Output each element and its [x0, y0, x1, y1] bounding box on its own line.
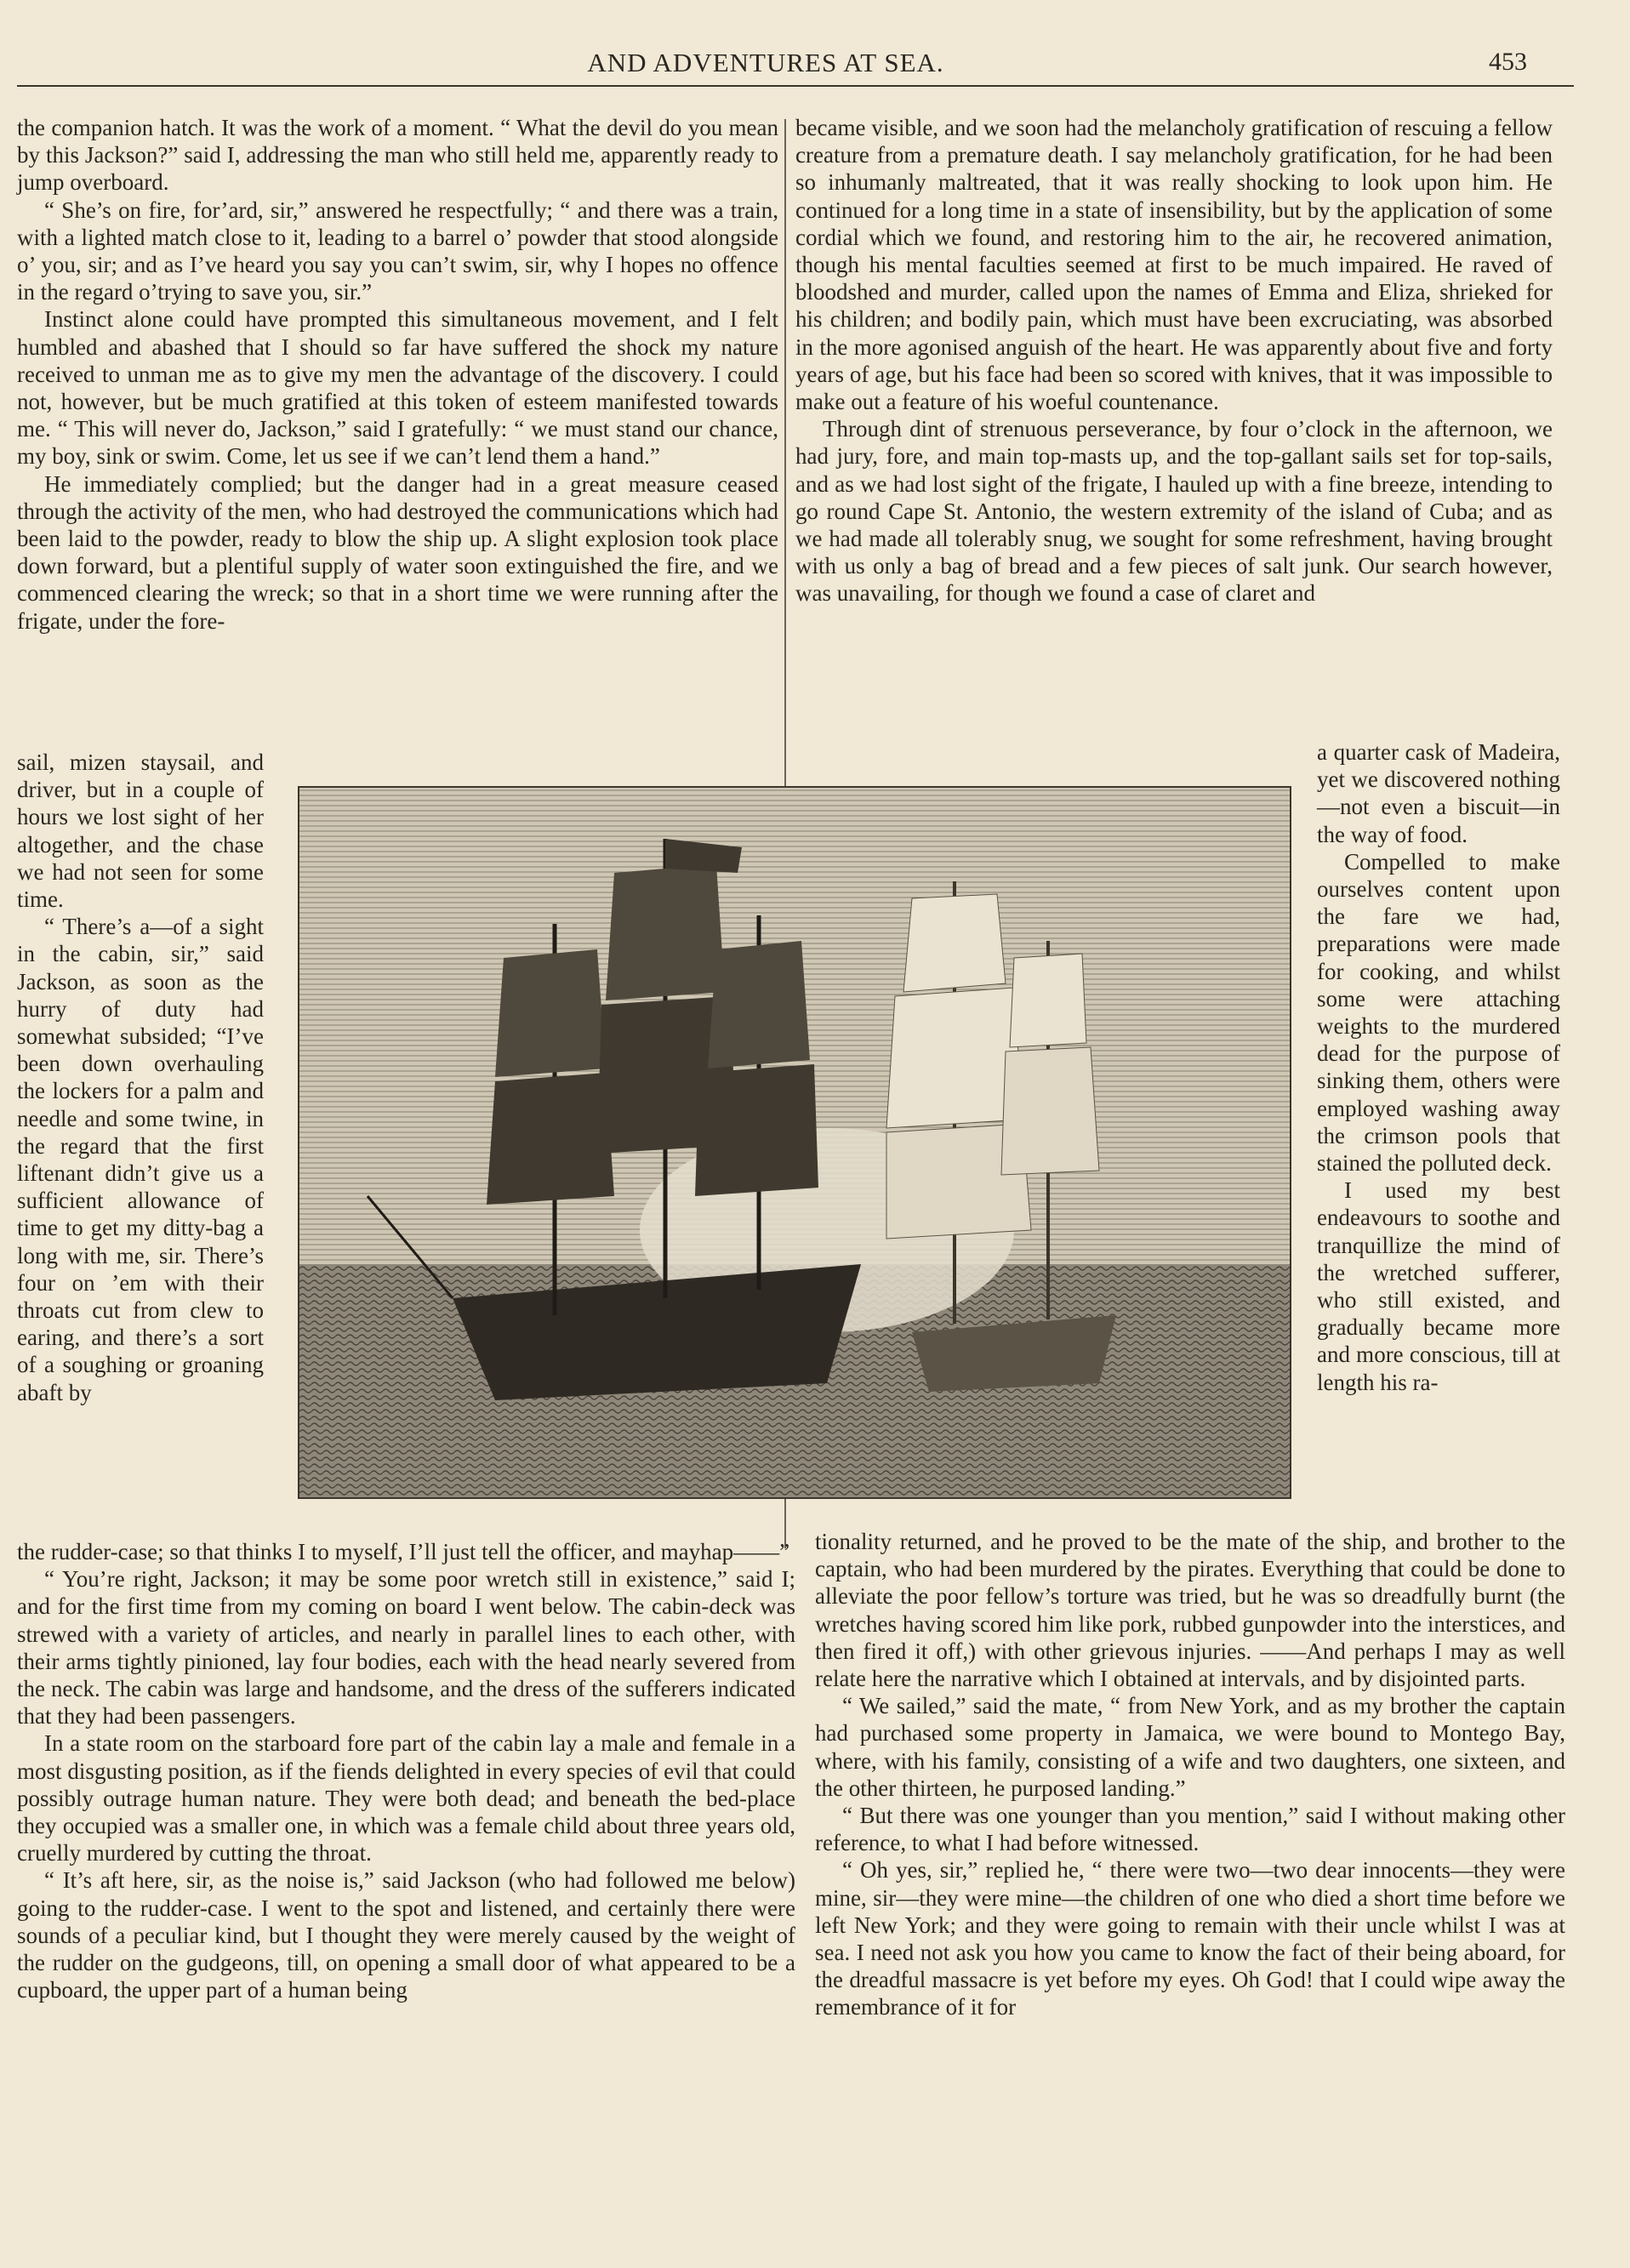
- ships-engraving: [298, 786, 1291, 1499]
- paragraph: Instinct alone could have prompted this simultaneous movement, and I felt humbled and abashed that I should so far have suffered the shock my nature received to unman me as to give my men the advantage of the discovery. I could not, however, but be much gratified at this token of esteem manifested towards me. “ This will never do, Jackson,” said I gratefully: “ we must stand our chance, my boy, sink or swim. Come, let us see if we can’t lend them a hand.”: [17, 306, 778, 470]
- paragraph: “ She’s on fire, for’ard, sir,” answered he respectfully; “ and there was a train, with a lighted match close to it, leading to a barrel o’ powder that stood alongside o’ you, sir; and as I’ve heard you say you can’t swim, sir, why I hopes no offence in the regard o’trying to save you, sir.”: [17, 197, 778, 305]
- paragraph: became visible, and we soon had the melancholy gratification of rescuing a fellow creature from a premature death. I say melancholy gratification, for he had been so inhumanly maltreated, that it was really shocking to look upon him. He continued for a long time in a state of insensibility, but by the application of some cordial which we found, and restoring him to the air, he recovered animation, though his mental faculties seemed at first to be much impaired. He raved of bloodshed and murder, called upon the names of Emma and Eliza, shrieked for his children; and bodily pain, which must have been excruciating, was absorbed in the more agonised anguish of the heart. He was apparently about five and forty years of age, but his face had been so scored with knives, that it was impossible to make out a feature of his woeful countenance.: [795, 115, 1553, 415]
- paragraph: a quarter cask of Madeira, yet we discovered nothing—not even a biscuit—in the way of food.: [1317, 739, 1560, 847]
- paragraph: Through dint of strenuous perseverance, by four o’clock in the afternoon, we had jury, fore, and main top-masts up, and the top-gallant sails set for top-sails, and as we had lost sight of the frigate, I hauled up with a fine breeze, intending to go round Cape St. Antonio, the western extremity of the island of Cuba; and as we had made all tolerably snug, we sought for some refreshment, having brought with us only a bag of bread and a few pieces of salt junk. Our search however, was unavailing, for though we found a case of claret and: [795, 416, 1553, 607]
- left-column-bottom: [17, 1538, 795, 2003]
- paragraph: tionality returned, and he proved to be the mate of the ship, and brother to the captain, who had been murdered by the pirates. Everything that could be done to alleviate the poor fellow’s torture was tried, but he was so dreadfully burnt (the wretches having scored him like pork, rubbed gunpowder into the interstices, and then fired it off,) with other grievous injuries. ——And perhaps I may as well relate here the narrative which I obtained at intervals, and by disjointed parts.: [815, 1529, 1565, 1692]
- paragraph: “ We sailed,” said the mate, “ from New York, and as my brother the captain had purchased some property in Jamaica, we were bound to Montego Bay, where, with his family, consisting of a wife and two daughters, one sixteen, and the other thirteen, he purposed landing.”: [815, 1693, 1565, 1801]
- paragraph: sail, mizen staysail, and driver, but in a couple of hours we lost sight of her altogether, and the chase we had not seen for some time.: [17, 749, 264, 913]
- right-column-top: [795, 114, 1553, 607]
- page-number: 453: [1489, 48, 1527, 76]
- paragraph: I used my best endeavours to soothe and tranquillize the mind of the wretched sufferer, who still existed, and gradually became more and more conscious, till at length his ra-: [1317, 1177, 1560, 1395]
- paragraph: In a state room on the starboard fore part of the cabin lay a male and female in a most disgusting position, as if the fiends delighted in every species of evil that could possibly outrage human nature. They were both dead; and beneath the bed-place they occupied was a smaller one, in which was a female child about three years old, cruelly murdered by cutting the throat.: [17, 1730, 795, 1866]
- header-rule: [17, 85, 1574, 87]
- paragraph: “ But there was one younger than you mention,” said I without making other reference, to what I had before witnessed.: [815, 1803, 1565, 1856]
- left-wrap-text: [17, 749, 264, 1406]
- right-wrap-text: [1317, 738, 1560, 1396]
- paragraph: Compelled to make ourselves content upon the fare we had, preparations were made for cooking, and whilst some were attaching weights to the murdered dead for the purpose of sinking them, others were employed washing away the crimson pools that stained the polluted deck.: [1317, 848, 1560, 1177]
- right-column-bottom: [815, 1528, 1565, 2021]
- paragraph: “ It’s aft here, sir, as the noise is,” said Jackson (who had followed me below) going to the rudder-case. I went to the spot and listened, and certainly there were sounds of a peculiar kind, but I thought they were merely caused by the weight of the rudder on the gudgeons, till, on opening a small door of what appeared to be a cupboard, the upper part of a human being: [17, 1867, 795, 2003]
- paragraph: “ You’re right, Jackson; it may be some poor wretch still in existence,” said I; and for the first time from my coming on board I went below. The cabin-deck was strewed with a variety of articles, and nearly in parallel lines to each other, with their arms tightly pinioned, lay four bodies, each with the head nearly severed from the neck. The cabin was large and handsome, and the dress of the sufferers indicated that they had been passengers.: [17, 1566, 795, 1729]
- paragraph: the companion hatch. It was the work of a moment. “ What the devil do you mean by this Jackson?” said I, addressing the man who still held me, apparently ready to jump overboard.: [17, 115, 778, 196]
- paragraph: “ Oh yes, sir,” replied he, “ there were two—two dear innocents—they were mine, sir—they were mine—the children of one who died a short time before we left New York; and they were going to remain with their uncle whilst I was at sea. I need not ask you how you came to know the fact of their being aboard, for the dreadful massacre is yet before my eyes. Oh God! that I could wipe away the remembrance of it for: [815, 1857, 1565, 2020]
- paragraph: He immediately complied; but the danger had in a great measure ceased through the activity of the men, who had destroyed the communications which had been laid to the powder, ready to blow the ship up. A slight explosion took place down forward, but a plentiful supply of water soon extinguished the fire, and we commenced clearing the wreck; so that in a short time we were running after the frigate, under the fore-: [17, 470, 778, 634]
- paragraph: “ There’s a—of a sight in the cabin, sir,” said Jackson, as soon as the hurry of duty had somewhat subsided; “I’ve been down overhauling the lockers for a palm and needle and some twine, in the regard that the first liftenant didn’t give us a sufficient allowance of time to get my ditty-bag a long with me, sir. There’s four on ’em with their throats cut from clew to earing, and there’s a sort of a soughing or groaning abaft by: [17, 914, 264, 1405]
- running-header: [0, 44, 1630, 83]
- paragraph: the rudder-case; so that thinks I to myself, I’ll just tell the officer, and mayhap——”: [17, 1539, 790, 1564]
- ships-engraving-drawing: [299, 788, 1290, 1497]
- running-title: AND ADVENTURES AT SEA.: [587, 48, 944, 77]
- left-column-top: [17, 114, 778, 635]
